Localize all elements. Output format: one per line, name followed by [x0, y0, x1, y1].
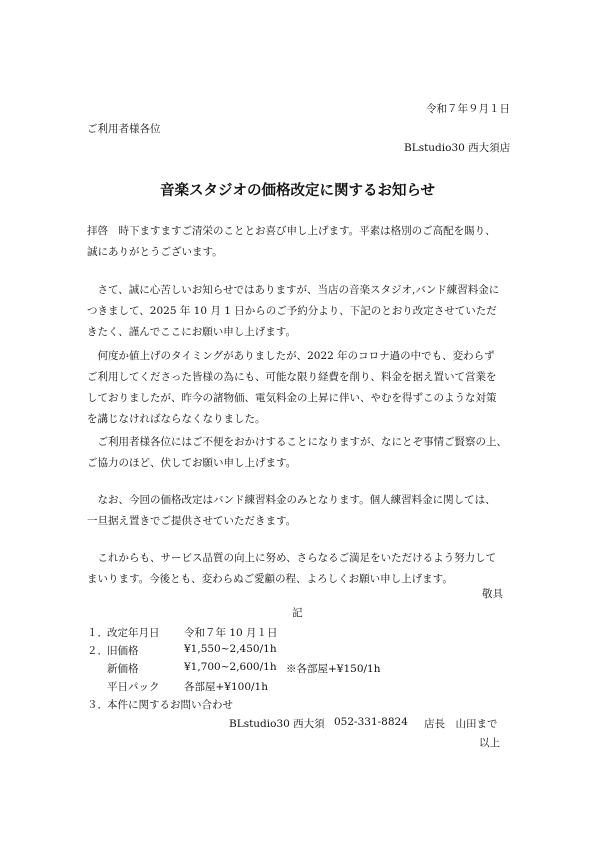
- paragraph-line: ご利用してくださった皆様の為にも、可能な限り経費を削り、料金を据え置いて営業を: [87, 371, 497, 383]
- paragraph-line: ご協力のほど、伏してお願い申し上げます。: [87, 457, 297, 469]
- paragraph-line: 拝啓 時下ますますご清栄のこととお喜び申し上げます。平素は格別のご高配を賜り、: [87, 225, 496, 237]
- item-number: ３．: [87, 699, 108, 711]
- new-price-label: 新価格: [107, 663, 139, 675]
- apology-paragraph: [87, 432, 521, 474]
- paragraph-line: 誠にありがとうございます。: [87, 246, 223, 258]
- contact-phone: 052-331-8824: [334, 716, 408, 728]
- paragraph-line: を講じなければならなくなりました。: [87, 413, 266, 425]
- paragraph-line: ご利用者様各位にはご不便をおかけすることになりますが、なにとぞ事情ご賢察の上、: [87, 436, 507, 448]
- sender-name: BLstudio30 西大須店: [404, 142, 511, 154]
- new-price-note: ※各部屋+¥150/1h: [286, 663, 381, 675]
- paragraph-line: つきまして、2025 年 10 月 1 日からのご予約分より、下記のとおり改定させていただ: [87, 305, 497, 317]
- paragraph-line: まいります。今後とも、変わらぬご愛顧の程、よろしくお願い申し上げます。: [87, 573, 453, 585]
- closing-salutation: 敬具: [482, 588, 503, 600]
- old-price-label: 旧価格: [107, 645, 139, 657]
- old-price-value: ¥1,550~2,450/1h: [184, 643, 277, 655]
- paragraph-line: さて、誠に心苦しいお知らせではありますが、当店の音楽スタジオ,バンド練習料金に: [87, 284, 500, 296]
- paragraph-line: 一旦据え置きでご提供させていただきます。: [87, 515, 297, 527]
- document-title: 音楽スタジオの価格改定に関するお知らせ: [159, 183, 436, 199]
- weekday-pack-value: 各部屋+¥100/1h: [184, 681, 268, 693]
- item-number: １．: [87, 627, 108, 639]
- paragraph-line: しておりましたが、昨今の諸物価、電気料金の上昇に伴い、やむを得ずこのような対策: [87, 392, 497, 404]
- inquiry-label: 本件に関するお問い合わせ: [107, 699, 233, 711]
- revision-date-value: 令和７年 10 月１日: [184, 627, 278, 639]
- contact-store: BLstudio30 西大須: [229, 718, 325, 730]
- contact-person: 店長 山田まで: [424, 718, 498, 730]
- new-price-value: ¥1,700~2,600/1h: [184, 661, 277, 673]
- greeting-paragraph: [87, 221, 521, 263]
- reason-paragraph: [87, 346, 521, 430]
- weekday-pack-label: 平日パック: [107, 681, 160, 693]
- paragraph-line: なお、今回の価格改定はバンド練習料金のみとなります。個人練習料金に関しては、: [87, 494, 496, 506]
- end-mark: 以上: [479, 737, 500, 749]
- revision-date-label: 改定年月日: [107, 627, 160, 639]
- ki-heading: 記: [292, 607, 303, 619]
- closing-paragraph: [87, 548, 521, 590]
- item-number: ２．: [87, 645, 108, 657]
- document-date: 令和７年９月１日: [426, 103, 510, 115]
- paragraph-line: 何度か値上げのタイミングがありましたが、2022 年のコロナ過の中でも、変わらず: [87, 350, 495, 362]
- paragraph-line: これからも、サービス品質の向上に努め、さらなるご満足をいただけるよう努力して: [87, 552, 497, 564]
- scope-paragraph: [87, 490, 521, 532]
- announcement-paragraph: [87, 280, 521, 343]
- paragraph-line: きたく、謹んでここにお願い申し上げます。: [87, 326, 296, 338]
- recipient-line: ご利用者様各位: [87, 123, 161, 135]
